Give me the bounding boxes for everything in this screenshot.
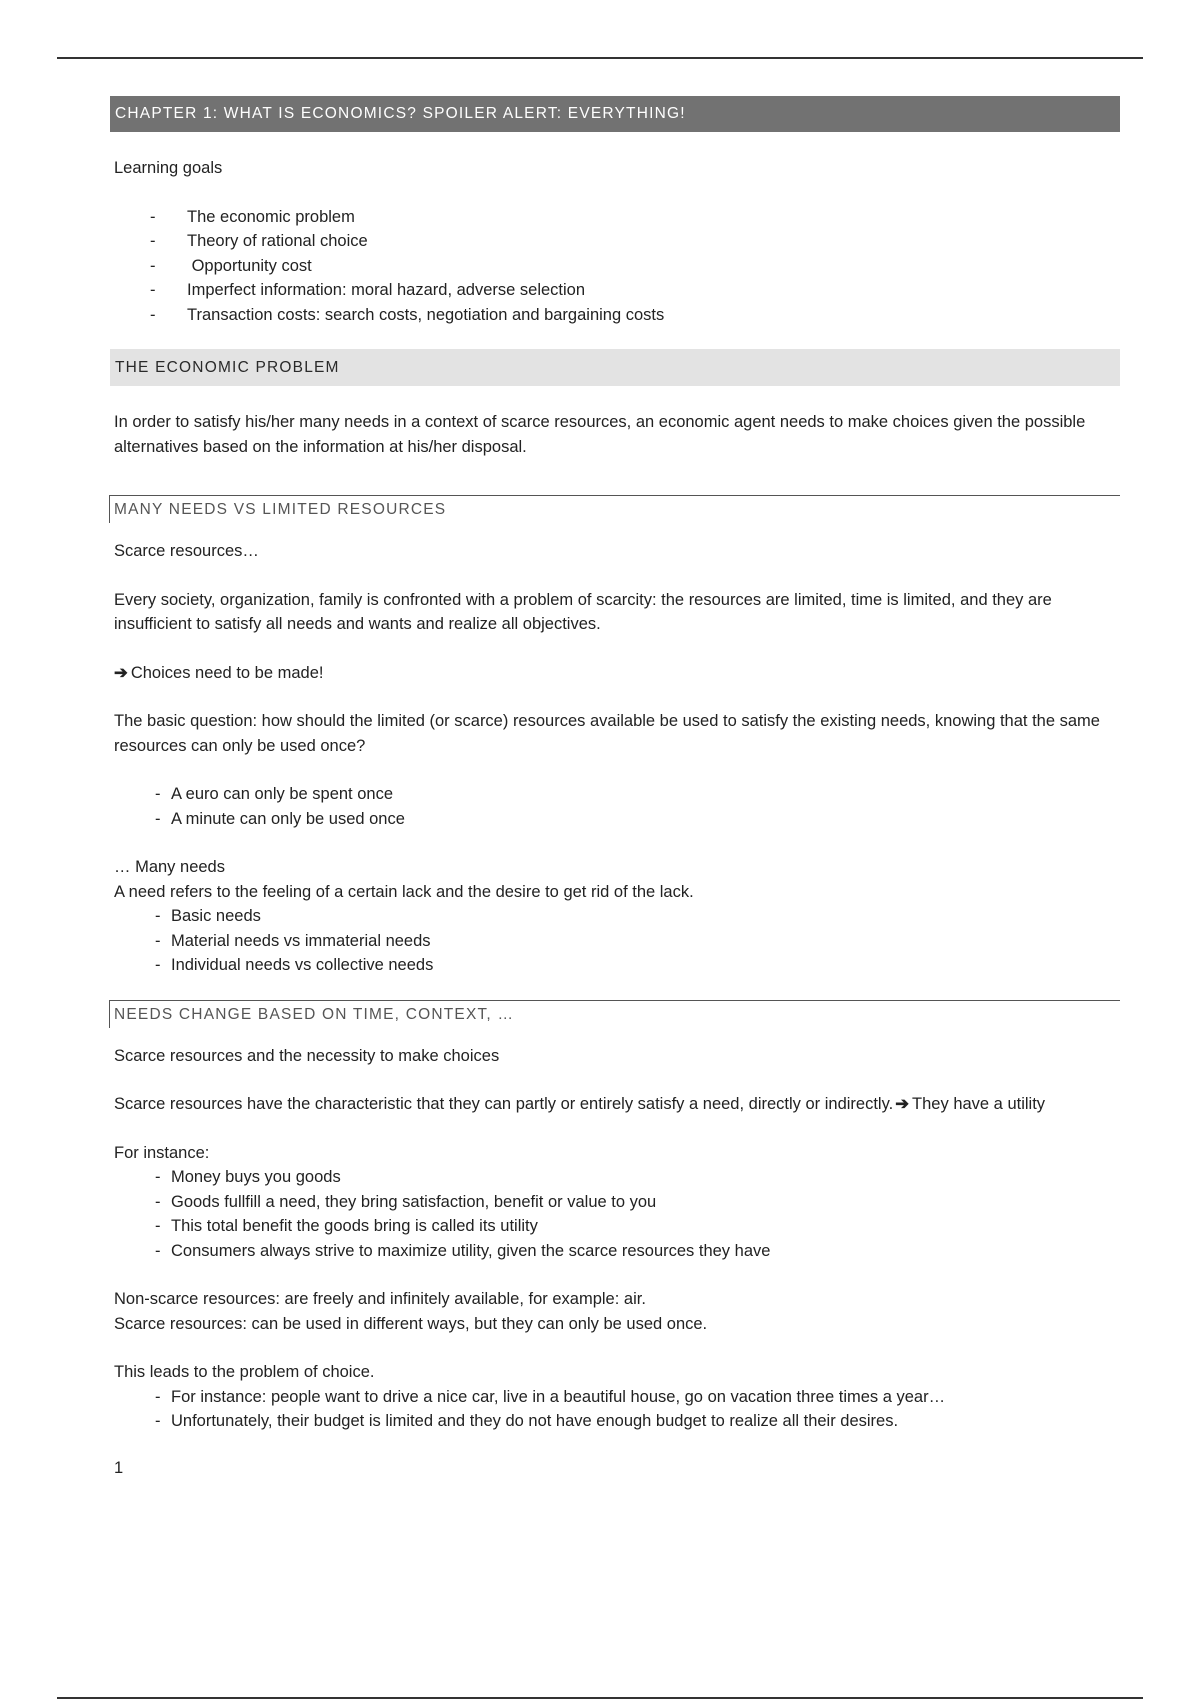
list-item: - A euro can only be spent once — [110, 782, 1120, 807]
list-item: - Money buys you goods — [110, 1165, 1120, 1190]
learning-goals-heading: Learning goals — [114, 159, 223, 177]
choice-problem-line: This leads to the problem of choice. — [114, 1363, 375, 1381]
list-item: - Individual needs vs collective needs — [110, 953, 1120, 978]
list-item: - Goods fullfill a need, they bring satisfaction, benefit or value to you — [110, 1190, 1120, 1215]
scarce-resources-subtitle: Scarce resources and the necessity to make choices — [114, 1046, 500, 1065]
dash-bullet: - — [155, 931, 161, 950]
document-page — [110, 96, 1120, 1480]
instance-list — [110, 1165, 1120, 1263]
dash-bullet: - — [150, 232, 156, 250]
subsection-heading-needs-change: NEEDS CHANGE BASED ON TIME, CONTEXT, … — [109, 1000, 1120, 1028]
dash-bullet: - — [155, 1217, 161, 1235]
subsection-heading-many-needs: MANY NEEDS VS LIMITED RESOURCES — [109, 495, 1120, 523]
scarce-resources-line: Scarce resources: can be used in different ways, but they can only be used once. — [114, 1314, 708, 1333]
need-types-list — [110, 904, 1120, 978]
many-needs-label: … Many needs — [114, 858, 225, 876]
dash-bullet: - — [155, 785, 161, 803]
non-scarce-resources-line: Non-scarce resources: are freely and infinitely available, for example: air. — [114, 1290, 646, 1308]
list-item: - Imperfect information: moral hazard, adverse selection — [110, 278, 1120, 303]
basic-question-paragraph: The basic question: how should the limited (or scarce) resources available be used to satisfy the existing needs, knowing that the same resources can only be used once? — [114, 712, 1100, 755]
need-definition: A need refers to the feeling of a certain lack and the desire to get rid of the lack. — [114, 882, 694, 901]
dash-bullet: - — [150, 281, 156, 299]
dash-bullet: - — [155, 907, 161, 925]
list-item: - Consumers always strive to maximize utility, given the scarce resources they have — [110, 1239, 1120, 1264]
scarce-resources-label: Scarce resources… — [114, 542, 259, 560]
choices-line: ➔ Choices need to be made! — [110, 661, 1120, 686]
list-item: - Material needs vs immaterial needs — [110, 929, 1120, 954]
list-item: - A minute can only be used once — [110, 807, 1120, 832]
for-instance-label: For instance: — [114, 1143, 210, 1162]
dash-bullet: - — [150, 207, 156, 226]
arrow-right-icon: ➔ — [895, 1095, 910, 1113]
list-item: - This total benefit the goods bring is called its utility — [110, 1214, 1120, 1239]
section-heading-economic-problem: THE ECONOMIC PROBLEM — [110, 349, 1120, 386]
economic-problem-intro: In order to satisfy his/her many needs in a context of scarce resources, an economic agent needs to make choices given the possible alternatives based on the information at his/her disposal. — [114, 413, 1086, 456]
utility-paragraph: Scarce resources have the characteristic that they can partly or entirely satisfy a need, directly or indirectly. ➔ They have a utility — [110, 1092, 1120, 1117]
learning-goals-list — [110, 205, 1120, 328]
dash-bullet: - — [155, 1168, 161, 1186]
dash-bullet: - — [150, 256, 156, 275]
dash-bullet: - — [155, 1412, 161, 1430]
list-item: - Theory of rational choice — [110, 229, 1120, 254]
dash-bullet: - — [155, 809, 161, 828]
dash-bullet: - — [155, 1241, 161, 1260]
list-item: - Transaction costs: search costs, negotiation and bargaining costs — [110, 303, 1120, 328]
chapter-heading: CHAPTER 1: WHAT IS ECONOMICS? SPOILER ALERT: EVERYTHING! — [110, 96, 1120, 132]
dash-bullet: - — [155, 1192, 161, 1211]
dash-bullet: - — [150, 305, 156, 324]
choice-list — [110, 1385, 1120, 1434]
top-rule — [57, 57, 1143, 59]
list-item: - Basic needs — [110, 904, 1120, 929]
arrow-right-icon: ➔ — [114, 663, 128, 682]
list-item: - Opportunity cost — [110, 254, 1120, 279]
list-item: - The economic problem — [110, 205, 1120, 230]
page-number: 1 — [114, 1458, 124, 1477]
bottom-rule — [57, 1697, 1143, 1699]
dash-bullet: - — [155, 956, 161, 974]
once-list — [110, 782, 1120, 831]
list-item: - For instance: people want to drive a nice car, live in a beautiful house, go on vacation three times a year… — [110, 1385, 1120, 1410]
list-item: - Unfortunately, their budget is limited and they do not have enough budget to realize all their desires. — [110, 1409, 1120, 1434]
scarcity-paragraph: Every society, organization, family is confronted with a problem of scarcity: the resources are limited, time is limited, and they are insufficient to satisfy all needs and wants and realize all objectives. — [114, 590, 1052, 633]
dash-bullet: - — [155, 1387, 161, 1406]
